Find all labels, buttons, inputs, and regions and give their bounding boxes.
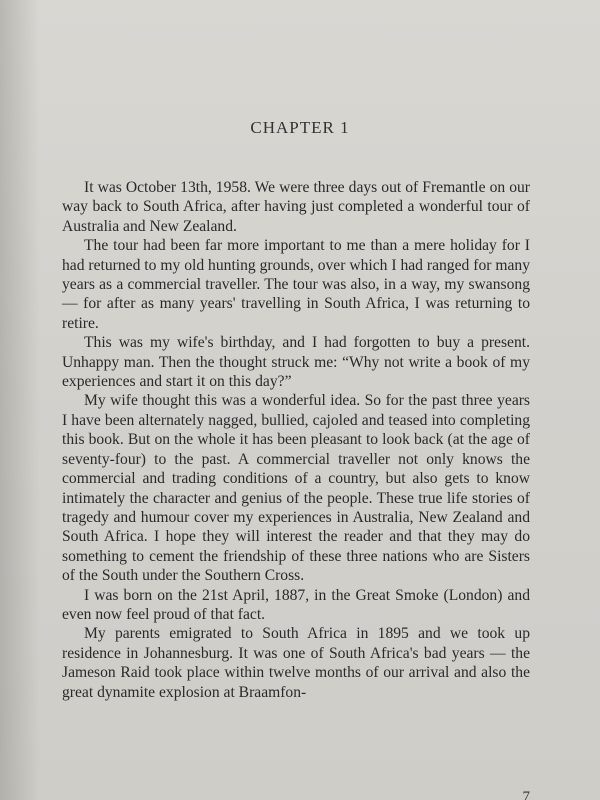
paragraph: My parents emigrated to South Africa in 1895 and we took up residence in Johannesburg. It was one of South Africa's bad years — the Jameson Raid took place within twelve months of our arrival and also the great dynamite explosion at Braamfon- (62, 625, 530, 701)
page-number: 7 (522, 789, 530, 800)
paragraph: It was October 13th, 1958. We were three days out of Fremantle on our way back to South Africa, after having just completed a wonderful tour of Australia and New Zealand. (62, 179, 530, 235)
paragraph: The tour had been far more important to me than a mere holiday for I had returned to my old hunting grounds, over which I had ranged for many years as a commercial traveller. The tour was also, in a way, my swansong — for after as many years' travelling in South Africa, I was returning to retire. (62, 237, 530, 332)
paragraph: This was my wife's birthday, and I had forgotten to buy a present. Unhappy man. Then the thought struck me: “Why not write a book of my experiences and start it on this day?” (62, 334, 530, 391)
paragraph: My wife thought this was a wonderful idea. So for the past three years I have been alternately nagged, bullied, cajoled and teased into completing this book. But on the whole it has been pleasant to look back (at the age of seventy-four) to the past. A commercial traveller not only knows the commercial and trading conditions of a country, but also gets to know intimately the character and genius of the people. These true life stories of tragedy and humour cover my experiences in Australia, New Zealand and South Africa. I hope they will interest the reader and that they may do something to cement the friendship of these three nations who are Sisters of the South under the Southern Cross. (62, 392, 530, 585)
paragraph: I was born on the 21st April, 1887, in the Great Smoke (London) and even now feel proud of that fact. (62, 586, 530, 623)
chapter-body (62, 178, 530, 702)
chapter-heading: CHAPTER 1 (250, 118, 350, 137)
